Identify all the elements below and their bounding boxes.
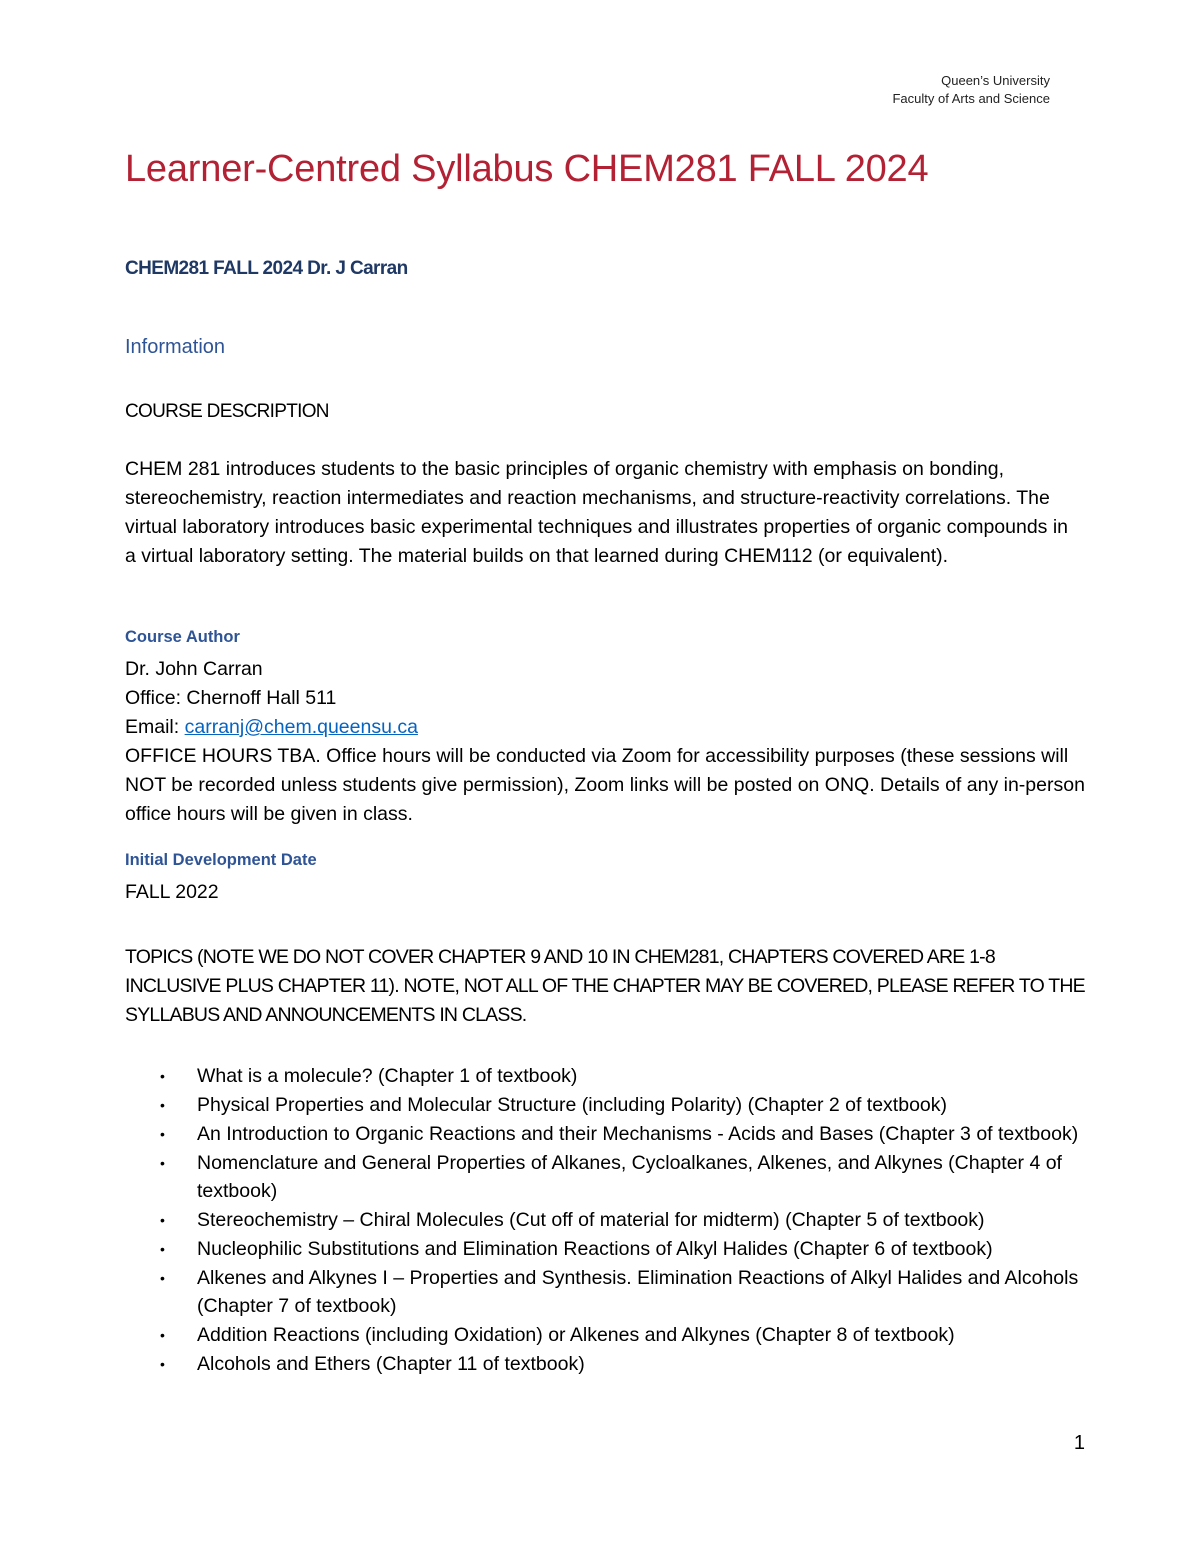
development-date-heading: Initial Development Date	[125, 851, 317, 869]
list-item	[160, 1120, 1090, 1148]
page-number: 1	[1073, 1432, 1085, 1454]
course-subtitle: CHEM281 FALL 2024 Dr. J Carran	[125, 258, 408, 279]
bullet-icon: •	[160, 1327, 165, 1343]
list-item	[160, 1264, 1090, 1320]
email-link[interactable]: carranj@chem.queensu.ca	[184, 716, 418, 738]
faculty-name: Faculty of Arts and Science	[892, 91, 1050, 106]
bullet-icon: •	[160, 1097, 165, 1113]
topic-text: Physical Properties and Molecular Structure (including Polarity) (Chapter 2 of textbook)	[197, 1094, 948, 1116]
topic-text: Nomenclature and General Properties of Alkanes, Cycloalkanes, Alkenes, and Alkynes (Chapter 4 of textbook)	[197, 1152, 1062, 1202]
topic-text: Addition Reactions (including Oxidation) or Alkenes and Alkynes (Chapter 8 of textbook)	[197, 1324, 955, 1346]
author-email-line	[125, 713, 1085, 742]
document-title: Learner-Centred Syllabus CHEM281 FALL 2024	[125, 148, 929, 190]
list-item	[160, 1091, 1090, 1119]
course-description-text: CHEM 281 introduces students to the basic principles of organic chemistry with emphasis on bonding, stereochemistry, reaction intermediates and reaction mechanisms, and structure-reactivity correlations. The virtual laboratory introduces basic experimental techniques and illustrates properties of organic compounds in a virtual laboratory setting. The material builds on that learned during CHEM112 (or equivalent).	[125, 458, 1069, 567]
bullet-icon: •	[160, 1155, 165, 1171]
author-name: Dr. John Carran	[125, 658, 263, 680]
topic-text: Nucleophilic Substitutions and Elimination Reactions of Alkyl Halides (Chapter 6 of textbook)	[197, 1238, 993, 1260]
bullet-icon: •	[160, 1241, 165, 1257]
topic-text: An Introduction to Organic Reactions and their Mechanisms - Acids and Bases (Chapter 3 of textbook)	[197, 1123, 1079, 1145]
bullet-icon: •	[160, 1126, 165, 1142]
list-item	[160, 1321, 1090, 1349]
topics-list	[160, 1062, 1090, 1379]
topics-heading: TOPICS (NOTE WE DO NOT COVER CHAPTER 9 AND 10 IN CHEM281, CHAPTERS COVERED ARE 1-8 INCLUSIVE PLUS CHAPTER 11). NOTE, NOT ALL OF THE CHAPTER MAY BE COVERED, PLEASE REFER TO THE SYLLABUS AND ANNOUNCEMENTS IN CLASS.	[125, 946, 1085, 1026]
list-item	[160, 1062, 1090, 1090]
list-item	[160, 1350, 1090, 1378]
bullet-icon: •	[160, 1212, 165, 1228]
section-heading-information: Information	[125, 336, 226, 358]
university-name: Queen’s University	[941, 73, 1050, 88]
course-description-heading: COURSE DESCRIPTION	[125, 401, 329, 422]
course-author-details	[125, 655, 1085, 829]
office-hours-text: OFFICE HOURS TBA. Office hours will be conducted via Zoom for accessibility purposes (these sessions will NOT be recorded unless students give permission), Zoom links will be posted on ONQ. Details of any in-person office hours will be given in class.	[125, 745, 1085, 825]
development-date: FALL 2022	[125, 881, 219, 903]
bullet-icon: •	[160, 1356, 165, 1372]
list-item	[160, 1206, 1090, 1234]
bullet-icon: •	[160, 1068, 165, 1084]
email-label: Email:	[125, 716, 185, 738]
institution-header	[892, 72, 1050, 108]
topic-text: Alcohols and Ethers (Chapter 11 of textbook)	[197, 1353, 585, 1375]
list-item	[160, 1149, 1090, 1205]
topic-text: Alkenes and Alkynes I – Properties and Synthesis. Elimination Reactions of Alkyl Halides and Alcohols (Chapter 7 of textbook)	[197, 1267, 1079, 1317]
topic-text: What is a molecule? (Chapter 1 of textbook)	[197, 1065, 578, 1087]
list-item	[160, 1235, 1090, 1263]
course-author-heading: Course Author	[125, 628, 240, 646]
topic-text: Stereochemistry – Chiral Molecules (Cut off of material for midterm) (Chapter 5 of textbook)	[197, 1209, 985, 1231]
bullet-icon: •	[160, 1270, 165, 1286]
author-office: Office: Chernoff Hall 511	[125, 687, 337, 709]
